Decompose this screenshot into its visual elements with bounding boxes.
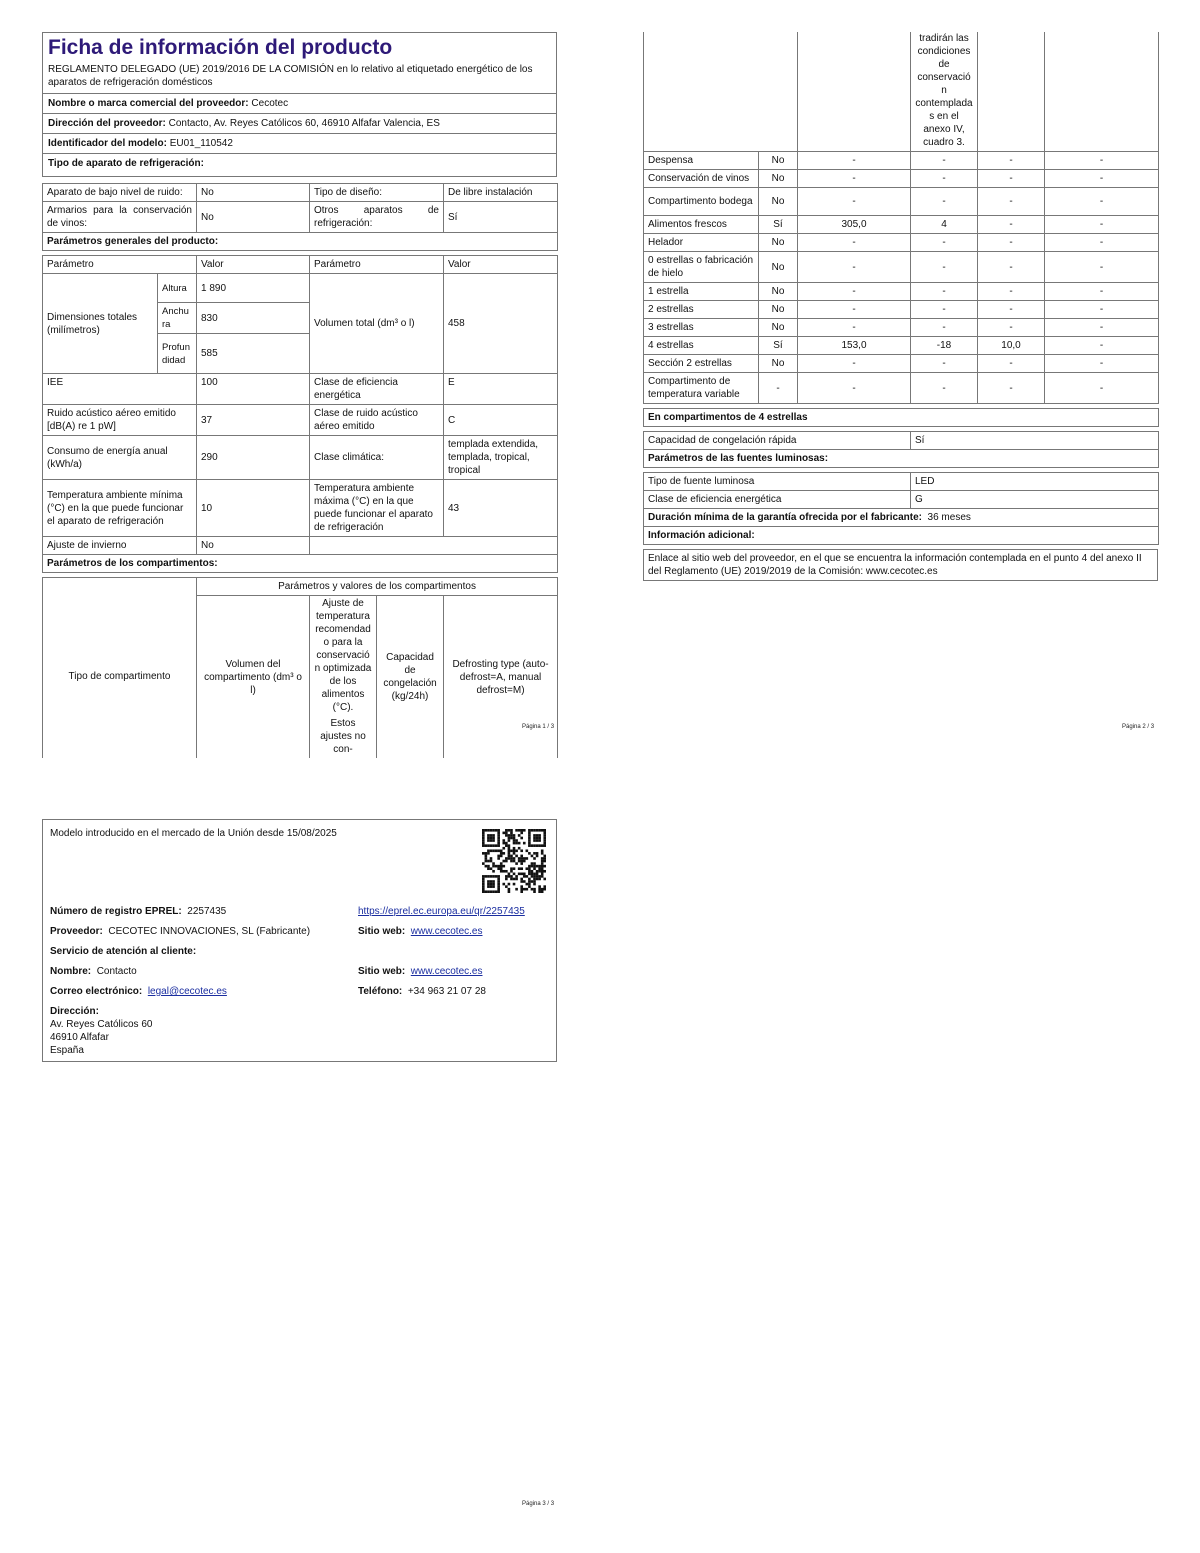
contact-name-value: Contacto xyxy=(96,966,137,977)
eprel-link[interactable]: https://eprel.ec.europa.eu/qr/2257435 xyxy=(358,906,525,917)
cell-name: Despensa xyxy=(644,152,759,170)
table-row xyxy=(644,319,1159,337)
cell-capacity: - xyxy=(978,152,1045,170)
warranty-row: Duración mínima de la garantía ofrecida por el fabricante: 36 meses xyxy=(644,509,1159,527)
cell-defrost: - xyxy=(1045,252,1159,283)
email-row: Correo electrónico: legal@cecotec.es xyxy=(50,986,227,997)
warranty-value: 36 meses xyxy=(927,512,971,523)
general-heading: Parámetros generales del producto: xyxy=(43,233,558,251)
general-params-table: Parámetro Valor Parámetro Valor Dimensiones totales (milímetros) Altura 1 890 Volumen total (dm³ o l) 458 Anchura 830 Profundidad 585 IEE 100 Clase de eficiencia energética E Ruido acústico aéreo emitido [dB(A) re 1 pW] 37 Clase de ruido acústico aéreo emitido C Consumo de energía anual (kWh/a) 290 Clase climática: templada extendida, templada, tropical, tropical Temperatura ambiente mínima (°C) en la que puede funcionar el aparato de refrigeración 10 Temperatura ambiente máxima (°C) en la que puede funcionar el aparato de refrigeración 43 Ajuste de invierno No Parámetros de los compartimentos: xyxy=(42,255,558,573)
page-1 xyxy=(42,32,557,758)
cell-temp: - xyxy=(911,319,978,337)
cell-present: No xyxy=(759,170,798,188)
cell-capacity: - xyxy=(978,216,1045,234)
table-row xyxy=(644,373,1159,404)
cell-volume: - xyxy=(798,152,911,170)
table-row xyxy=(644,188,1159,216)
appliance-type-heading: Tipo de aparato de refrigeración: xyxy=(43,153,556,177)
table-row xyxy=(644,301,1159,319)
noise-value: 37 xyxy=(197,405,310,436)
volume-value: 458 xyxy=(444,274,558,374)
table-row xyxy=(644,216,1159,234)
eprel-value: 2257435 xyxy=(187,906,227,917)
cell-capacity: - xyxy=(978,355,1045,373)
cell-present: Sí xyxy=(759,337,798,355)
cell-capacity: - xyxy=(978,301,1045,319)
table-row xyxy=(644,170,1159,188)
table-row xyxy=(644,252,1159,283)
cell-name: 1 estrella xyxy=(644,283,759,301)
service-heading: Servicio de atención al cliente: xyxy=(50,946,197,957)
provider-row: Proveedor: CECOTEC INNOVACIONES, SL (Fabricante) xyxy=(50,926,311,937)
light-table: Tipo de fuente luminosa LED Clase de eficiencia energética G Duración mínima de la garantía ofrecida por el fabricante: 36 meses Información adicional: xyxy=(643,472,1159,545)
table-row xyxy=(644,234,1159,252)
cell-capacity: - xyxy=(978,283,1045,301)
email-link[interactable]: legal@cecotec.es xyxy=(147,986,227,997)
energy-class-value: E xyxy=(444,374,558,405)
phone-row: Teléfono: +34 963 21 07 28 xyxy=(358,986,486,997)
regulation-text: REGLAMENTO DELEGADO (UE) 2019/2016 DE LA COMISIÓN en lo relativo al etiquetado energético de los aparatos de refrigeración domésticos xyxy=(48,64,533,88)
cell-present: No xyxy=(759,252,798,283)
cell-temp: - xyxy=(911,188,978,216)
cell-defrost: - xyxy=(1045,373,1159,404)
noise-class-value: C xyxy=(444,405,558,436)
cell-defrost: - xyxy=(1045,301,1159,319)
supplier-value: Cecotec xyxy=(251,98,289,109)
cell-capacity: - xyxy=(978,252,1045,283)
temp-header-cont: tradirán las condiciones de conservación contempladas en el anexo IV, cuadro 3. xyxy=(911,32,978,152)
cell-name: Compartimento de temperatura variable xyxy=(644,373,759,404)
fast-freeze-value: Sí xyxy=(911,432,1159,450)
compartments-header-table: Parámetros y valores de los compartimentos Tipo de compartimento Volumen del compartimento (dm³ o l) Ajuste de temperatura recomendado para la conservación optimizada de los alimentos (°C). Estos ajustes no con- Capacidad de congelación (kg/24h) Defrosting type (auto-defrost=A, manual defrost=M) xyxy=(42,577,558,758)
page-number-1: Página 1 / 3 xyxy=(522,724,555,730)
cell-defrost: - xyxy=(1045,355,1159,373)
cell-name: 4 estrellas xyxy=(644,337,759,355)
cell-temp: 4 xyxy=(911,216,978,234)
cell-name: Alimentos frescos xyxy=(644,216,759,234)
additional-table xyxy=(643,549,1158,581)
cell-capacity: - xyxy=(978,170,1045,188)
postal-address: Dirección: Av. Reyes Católicos 60 46910 Alfafar España xyxy=(50,1006,153,1056)
light-class-value: G xyxy=(911,491,1159,509)
web-link[interactable]: www.cecotec.es xyxy=(410,926,483,937)
depth-value: 585 xyxy=(197,334,310,374)
cell-defrost: - xyxy=(1045,170,1159,188)
cell-name: Compartimento bodega xyxy=(644,188,759,216)
cell-defrost: - xyxy=(1045,283,1159,301)
consumption-value: 290 xyxy=(197,436,310,480)
cell-name: 2 estrellas xyxy=(644,301,759,319)
cell-temp: - xyxy=(911,170,978,188)
contact-name-row: Nombre: Contacto xyxy=(50,966,137,977)
table-row xyxy=(644,283,1159,301)
page-2 xyxy=(643,32,1158,581)
cell-temp: - xyxy=(911,252,978,283)
page-number-3: Página 3 / 3 xyxy=(522,1501,555,1507)
cell-defrost: - xyxy=(1045,319,1159,337)
tmax-value: 43 xyxy=(444,480,558,537)
cell-volume: - xyxy=(798,319,911,337)
address-value: Contacto, Av. Reyes Católicos 60, 46910 Alfafar Valencia, ES xyxy=(168,118,440,129)
table-row xyxy=(644,337,1159,355)
cell-present: No xyxy=(759,355,798,373)
cell-volume: 305,0 xyxy=(798,216,911,234)
qr-code-icon xyxy=(482,829,546,893)
provider-value: CECOTEC INNOVACIONES, SL (Fabricante) xyxy=(108,926,311,937)
cell-capacity: - xyxy=(978,319,1045,337)
market-intro: Modelo introducido en el mercado de la Unión desde 15/08/2025 xyxy=(50,828,337,839)
web2-row: Sitio web: www.cecotec.es xyxy=(358,966,483,977)
cell-defrost: - xyxy=(1045,337,1159,355)
iee-value: 100 xyxy=(197,374,310,405)
phone-value: +34 963 21 07 28 xyxy=(407,986,486,997)
height-value: 1 890 xyxy=(197,274,310,303)
climate-value: templada extendida, templada, tropical, tropical xyxy=(444,436,558,480)
cell-capacity: - xyxy=(978,188,1045,216)
cell-capacity: - xyxy=(978,373,1045,404)
appliance-type-table: Aparato de bajo nivel de ruido: No Tipo de diseño: De libre instalación Armarios para la conservación de vinos: No Otros aparatos de refrigeración: Sí Parámetros generales del producto: xyxy=(42,183,558,251)
cell-capacity: - xyxy=(978,234,1045,252)
cell-present: - xyxy=(759,373,798,404)
page-1-frame xyxy=(42,32,557,177)
cell-present: No xyxy=(759,188,798,216)
cell-defrost: - xyxy=(1045,216,1159,234)
cell-present: Sí xyxy=(759,216,798,234)
table-row xyxy=(644,152,1159,170)
cell-volume: - xyxy=(798,234,911,252)
additional-text: Enlace al sitio web del proveedor, en el que se encuentra la información contemplada en el punto 4 del anexo II del Reglamento (UE) 2019/2019 de la Comisión: www.cecotec.es xyxy=(644,550,1158,581)
eprel-row: Número de registro EPREL: 2257435 xyxy=(50,906,227,917)
cell-volume: - xyxy=(798,188,911,216)
fast-freeze-table: Capacidad de congelación rápida Sí Parámetros de las fuentes luminosas: xyxy=(643,431,1159,468)
cell-volume: - xyxy=(798,373,911,404)
address-row: Dirección del proveedor: Contacto, Av. Reyes Católicos 60, 46910 Alfafar Valencia, ES xyxy=(43,113,556,133)
cell-name: 0 estrellas o fabricación de hielo xyxy=(644,252,759,283)
cell-name: Sección 2 estrellas xyxy=(644,355,759,373)
model-row: Identificador del modelo: EU01_110542 xyxy=(43,133,556,153)
cell-volume: 153,0 xyxy=(798,337,911,355)
cell-capacity: 10,0 xyxy=(978,337,1045,355)
cell-present: No xyxy=(759,319,798,337)
tmin-value: 10 xyxy=(197,480,310,537)
cell-volume: - xyxy=(798,355,911,373)
cell-volume: - xyxy=(798,301,911,319)
cell-name: 3 estrellas xyxy=(644,319,759,337)
cell-defrost: - xyxy=(1045,152,1159,170)
cell-volume: - xyxy=(798,283,911,301)
compartments-table xyxy=(643,32,1159,404)
supplier-row: Nombre o marca comercial del proveedor: Cecotec xyxy=(43,93,556,113)
width-value: 830 xyxy=(197,303,310,334)
cell-present: No xyxy=(759,301,798,319)
cell-name: Conservación de vinos xyxy=(644,170,759,188)
winter-value: No xyxy=(197,537,310,555)
page-3 xyxy=(42,819,557,1062)
cell-volume: - xyxy=(798,170,911,188)
cell-temp: - xyxy=(911,373,978,404)
cell-temp: - xyxy=(911,152,978,170)
cell-temp: - xyxy=(911,283,978,301)
cell-present: No xyxy=(759,152,798,170)
light-type-value: LED xyxy=(911,473,1159,491)
cell-temp: - xyxy=(911,355,978,373)
cell-present: No xyxy=(759,283,798,301)
cell-name: Helador xyxy=(644,234,759,252)
cell-temp: -18 xyxy=(911,337,978,355)
cell-temp: - xyxy=(911,234,978,252)
dimensions-label: Dimensiones totales (milímetros) xyxy=(43,274,158,374)
web-row: Sitio web: www.cecotec.es xyxy=(358,926,483,937)
cell-temp: - xyxy=(911,301,978,319)
cell-defrost: - xyxy=(1045,188,1159,216)
cell-volume: - xyxy=(798,252,911,283)
cell-defrost: - xyxy=(1045,234,1159,252)
cell-present: No xyxy=(759,234,798,252)
page-number-2: Página 2 / 3 xyxy=(1122,724,1155,730)
compartments-heading: Parámetros de los compartimentos: xyxy=(43,555,558,573)
table-row xyxy=(644,355,1159,373)
four-star-table: En compartimentos de 4 estrellas xyxy=(643,408,1159,427)
model-value: EU01_110542 xyxy=(169,138,233,149)
web2-link[interactable]: www.cecotec.es xyxy=(410,966,483,977)
page-title: Ficha de información del producto xyxy=(48,36,393,59)
